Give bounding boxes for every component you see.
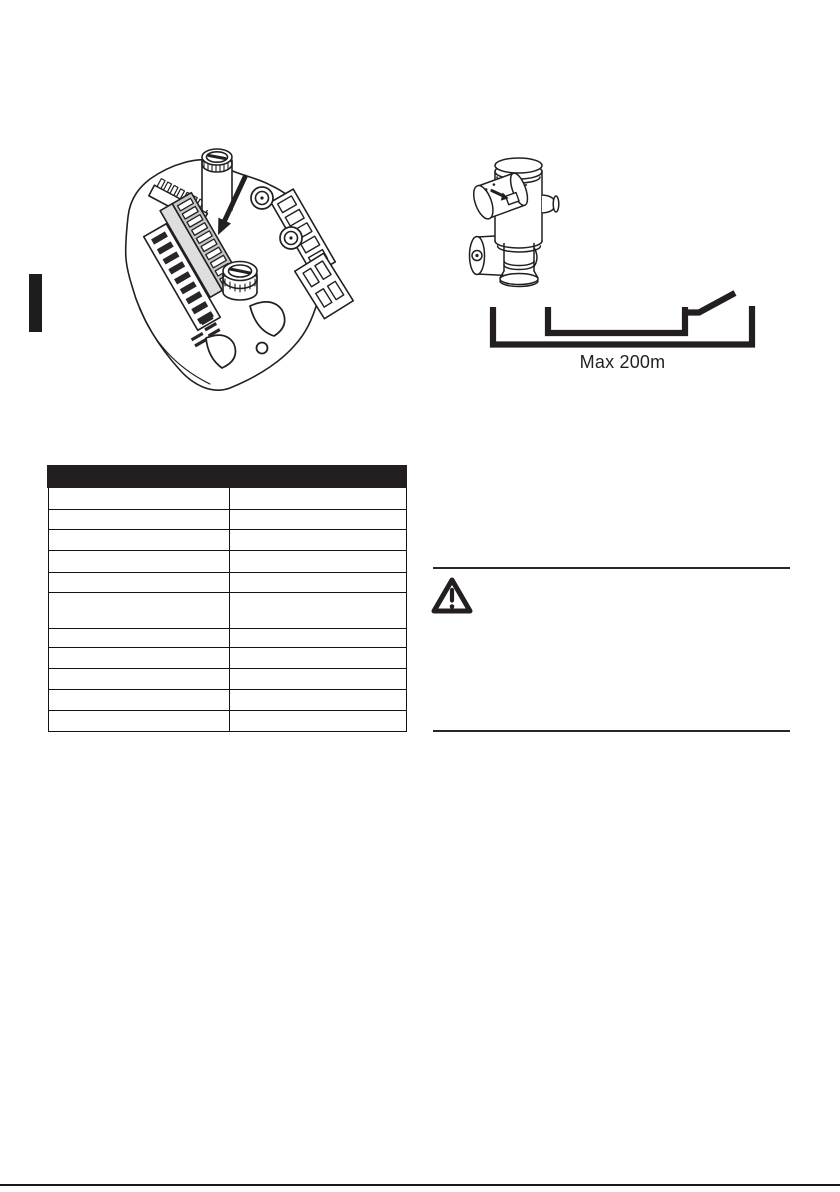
table-cell [48, 487, 229, 510]
table-cell [48, 711, 229, 732]
table-cell [229, 487, 406, 510]
table-row [48, 510, 406, 530]
table-row [48, 648, 406, 669]
note-divider-top [433, 567, 790, 569]
table-cell [48, 690, 229, 711]
cable-length-label: Max 200m [579, 352, 666, 372]
table-cell [229, 573, 406, 593]
table-cell [229, 510, 406, 530]
table-cell [48, 669, 229, 690]
screw-post-top [202, 149, 232, 210]
table-row [48, 593, 406, 629]
camera-illustration [468, 155, 633, 300]
table-row [48, 487, 406, 510]
screw-post-small-2 [280, 227, 302, 249]
outer-cable-run [493, 306, 752, 345]
table-cell [48, 593, 229, 629]
table-row [48, 690, 406, 711]
inner-cable-run [548, 307, 685, 333]
table-cell [229, 711, 406, 732]
table-row [48, 530, 406, 551]
table-cell [229, 669, 406, 690]
note-divider-bottom [433, 730, 790, 732]
pedestal [500, 243, 538, 287]
switch-contact [685, 293, 735, 313]
page-bottom-rule [0, 1184, 840, 1186]
specifications-table [47, 465, 405, 732]
table-row [48, 629, 406, 648]
screw-post-small-1 [251, 187, 273, 209]
table-cell [48, 648, 229, 669]
side-knob [542, 195, 559, 213]
cable-length-diagram [485, 284, 760, 356]
table-cell [229, 530, 406, 551]
terminal-board-illustration [112, 146, 402, 394]
table-row [48, 573, 406, 593]
table-header-cell [48, 466, 229, 487]
table-cell [229, 593, 406, 629]
table-cell [229, 629, 406, 648]
table-row [48, 711, 406, 732]
table-cell [48, 551, 229, 573]
table-cell [229, 551, 406, 573]
table-header-cell [229, 466, 406, 487]
table-row [48, 669, 406, 690]
table-row [48, 551, 406, 573]
table-cell [48, 510, 229, 530]
table-cell [48, 530, 229, 551]
table-cell [48, 629, 229, 648]
mounting-hole [257, 343, 268, 354]
table-cell [229, 648, 406, 669]
table-cell [48, 573, 229, 593]
table-cell [229, 690, 406, 711]
table-header-row [48, 466, 406, 487]
warning-triangle-icon [430, 574, 474, 616]
section-tab-marker [29, 274, 42, 332]
